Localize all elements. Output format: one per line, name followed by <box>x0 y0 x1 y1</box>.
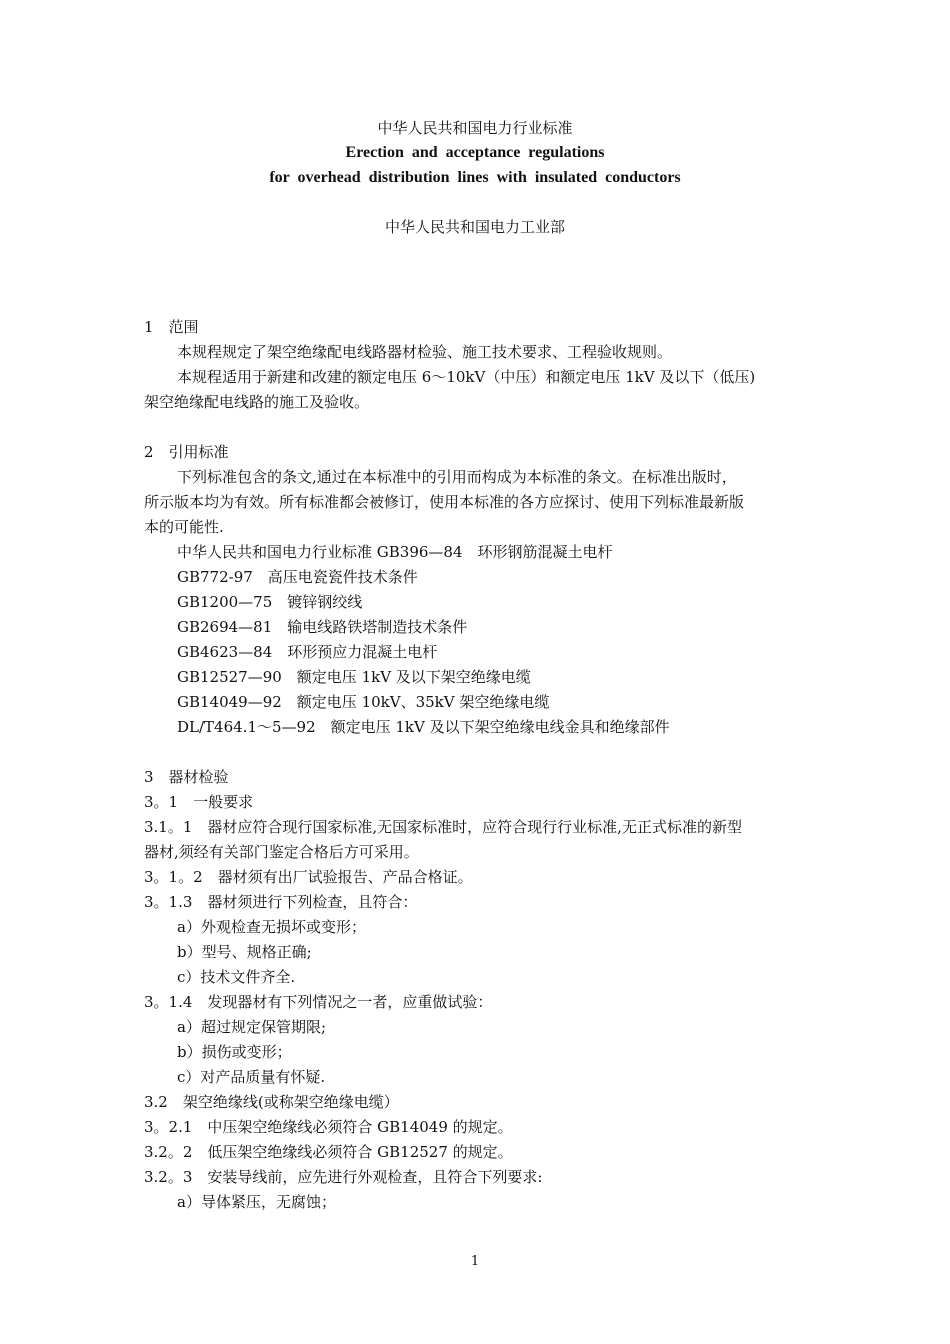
clause-3-2-2: 3.2。2 低压架空绝缘线必须符合 GB12527 的规定。 <box>144 1143 513 1161</box>
section-1-heading: 1 范围 <box>144 318 199 336</box>
clause-3-1-4: 3。1.4 发现器材有下列情况之一者，应重做试验： <box>144 993 493 1011</box>
section-2-paragraph-line-3: 本的可能性. <box>144 518 224 536</box>
list-item: a）超过规定保管期限; <box>177 1018 326 1036</box>
section-1-paragraph-1: 本规程规定了架空绝缘配电线路器材检验、施工技术要求、工程验收规则。 <box>177 343 673 361</box>
reference-item: GB2694—81 输电线路铁塔制造技术条件 <box>177 618 468 636</box>
en-title-line-2: for overhead distribution lines with insulated conductors <box>269 169 681 186</box>
reference-item: GB772-97 高压电瓷瓷件技术条件 <box>177 568 418 586</box>
clause-3-1-1-cont: 器材,须经有关部门鉴定合格后方可采用。 <box>144 843 419 861</box>
clause-3-1-3: 3。1.3 器材须进行下列检查，且符合： <box>144 893 418 911</box>
reference-item: GB1200—75 镀锌钢绞线 <box>177 593 363 611</box>
section-3-heading: 3 器材检验 <box>144 768 229 786</box>
list-item: b）型号、规格正确; <box>177 943 312 961</box>
en-title-line-1: Erection and acceptance regulations <box>345 144 605 161</box>
clause-3-1: 3。1 一般要求 <box>144 793 254 811</box>
section-1-paragraph-2-cont: 架空绝缘配电线路的施工及验收。 <box>144 393 370 411</box>
section-2-paragraph-line-1: 下列标准包含的条文,通过在本标准中的引用而构成为本标准的条文。在标准出版时， <box>177 468 737 486</box>
clause-3-2: 3.2 架空绝缘线(或称架空绝缘电缆） <box>144 1093 399 1111</box>
clause-3-2-1: 3。2.1 中压架空绝缘线必须符合 GB14049 的规定。 <box>144 1118 513 1136</box>
section-2-paragraph-line-2: 所示版本均为有效。所有标准都会被修订，使用本标准的各方应探讨、使用下列标准最新版 <box>144 493 745 511</box>
reference-item: GB14049—92 额定电压 10kV、35kV 架空绝缘电缆 <box>177 693 550 711</box>
list-item: c）对产品质量有怀疑. <box>177 1068 326 1086</box>
reference-item: GB12527—90 额定电压 1kV 及以下架空绝缘电缆 <box>177 668 531 686</box>
section-2-heading: 2 引用标准 <box>144 443 229 461</box>
reference-item: 中华人民共和国电力行业标准 GB396—84 环形钢筋混凝土电杆 <box>177 543 613 561</box>
list-item: a）导体紧压，无腐蚀； <box>177 1193 336 1211</box>
cn-title: 中华人民共和国电力行业标准 <box>377 119 573 137</box>
clause-3-1-2: 3。1。2 器材须有出厂试验报告、产品合格证。 <box>144 868 473 886</box>
section-1-paragraph-2: 本规程适用于新建和改建的额定电压 6～10kV（中压）和额定电压 1kV 及以下（低压) <box>177 368 756 386</box>
clause-3-1-1: 3.1。1 器材应符合现行国家标准,无国家标准时，应符合现行行业标准,无正式标准的新型 <box>144 818 742 836</box>
clause-3-2-3: 3.2。3 安装导线前，应先进行外观检查，且符合下列要求: <box>144 1168 543 1186</box>
reference-item: GB4623—84 环形预应力混凝土电杆 <box>177 643 438 661</box>
page-number: 1 <box>470 1254 480 1269</box>
list-item: b）损伤或变形； <box>177 1043 292 1061</box>
list-item: a）外观检查无损坏或变形； <box>177 918 366 936</box>
list-item: c）技术文件齐全. <box>177 968 296 986</box>
issuing-authority: 中华人民共和国电力工业部 <box>384 218 565 236</box>
reference-item: DL/T464.1～5—92 额定电压 1kV 及以下架空绝缘电线金具和绝缘部件 <box>177 718 670 736</box>
